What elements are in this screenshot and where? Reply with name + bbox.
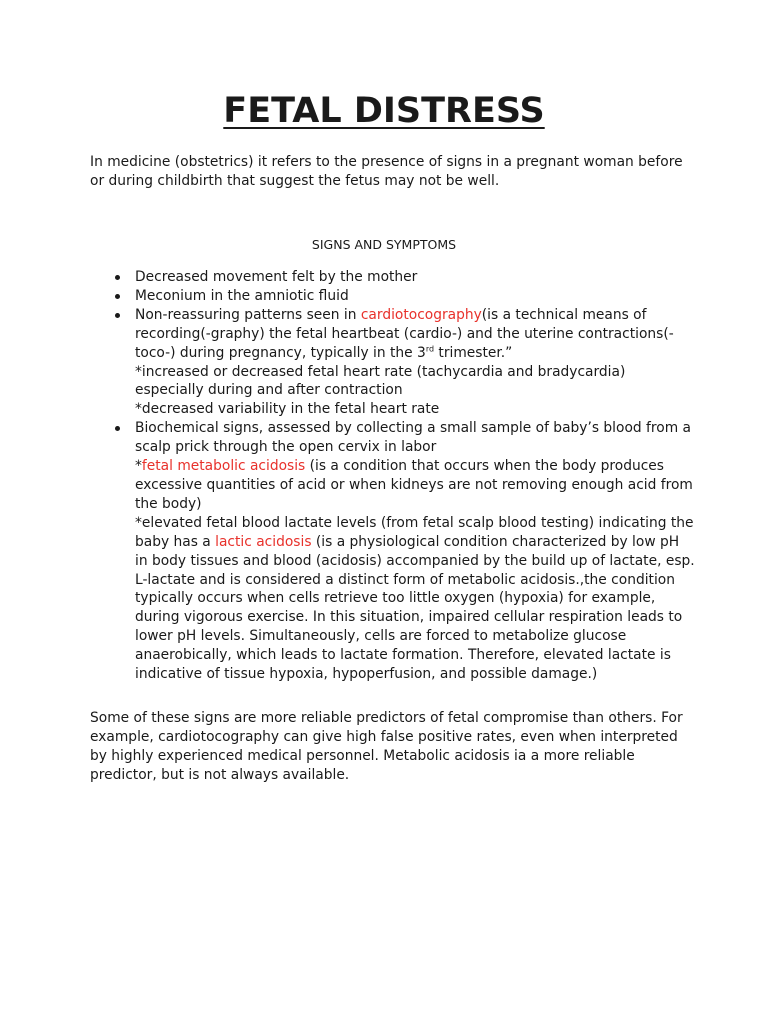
section-heading: SIGNS AND SYMPTOMS xyxy=(311,237,457,252)
list-item-text: Decreased movement felt by the mother xyxy=(135,269,418,285)
list-item-text: Biochemical signs, assessed by collecting a small sample of baby’s blood from a scalp prick through the open cervix in labor xyxy=(135,420,691,456)
list-item-text: Meconium in the amniotic fluid xyxy=(135,287,349,304)
list-item xyxy=(135,268,695,287)
bullet-icon xyxy=(115,294,120,299)
list-item-text-after-link: (is a technical means of recording(-graphy) the fetal heartbeat (cardio-) and the uterine contractions(-toco-) during pregnancy, typically in the 3 xyxy=(135,306,674,361)
list-item xyxy=(135,419,695,684)
superscript: rd xyxy=(425,344,435,354)
bullet-icon xyxy=(115,275,120,280)
list-item xyxy=(135,287,695,306)
cardiotocography-link[interactable]: cardiotocography xyxy=(360,306,482,323)
lactic-acidosis-link[interactable]: lactic acidosis xyxy=(215,533,312,550)
closing-paragraph: Some of these signs are more reliable predictors of fetal compromise than others. For example, cardiotocography can give high false positive rates, even when interpreted by highly experienced medical personnel. Metabolic acidosis ia a more reliable predictor, but is not always available. xyxy=(90,710,683,783)
intro-paragraph: In medicine (obstetrics) it refers to the presence of signs in a pregnant woman before or during childbirth that suggest the fetus may not be well. xyxy=(90,154,683,189)
sub-point-variability: *decreased variability in the fetal heart rate xyxy=(135,401,440,418)
sub-point-lactate-after: (is a physiological condition characterized by low pH in body tissues and blood (acidosis) accompanied by the build up of lactate, esp. L-lactate and is considered a distinct form of metabolic acidosis.,the condition typically occurs when cells retrieve too little oxygen (hypoxia) for example, during vigorous exercise. In this situation, impaired cellular respiration leads to lower pH levels. Simultaneously, cells are forced to metabolize glucose anaerobically, which leads to lactate formation. Therefore, elevated lactate is indicative of tissue hypoxia, hypoperfusion, and possible damage.) xyxy=(135,533,695,683)
sub-point-star: * xyxy=(135,458,142,475)
list-item-text-end: trimester.” xyxy=(434,344,513,361)
list-item-text-before-link: Non-reassuring patterns seen in xyxy=(135,306,361,323)
document-title: FETAL DISTRESS xyxy=(223,91,545,131)
fetal-metabolic-acidosis-link[interactable]: fetal metabolic acidosis xyxy=(141,458,306,475)
sub-point-metabolic-acidosis-text: (is a condition that occurs when the body produces excessive quantities of acid or when kidneys are not removing enough acid from the body) xyxy=(135,458,693,512)
bullet-icon xyxy=(115,313,120,318)
bullet-icon xyxy=(115,426,120,431)
list-item xyxy=(135,306,695,419)
sub-point-heart-rate: *increased or decreased fetal heart rate (tachycardia and bradycardia) especially during and after contraction xyxy=(135,363,626,399)
sub-point-lactate-before: *elevated fetal blood lactate levels (from fetal scalp blood testing) indicating the baby has a xyxy=(135,514,694,550)
signs-list xyxy=(135,268,695,684)
